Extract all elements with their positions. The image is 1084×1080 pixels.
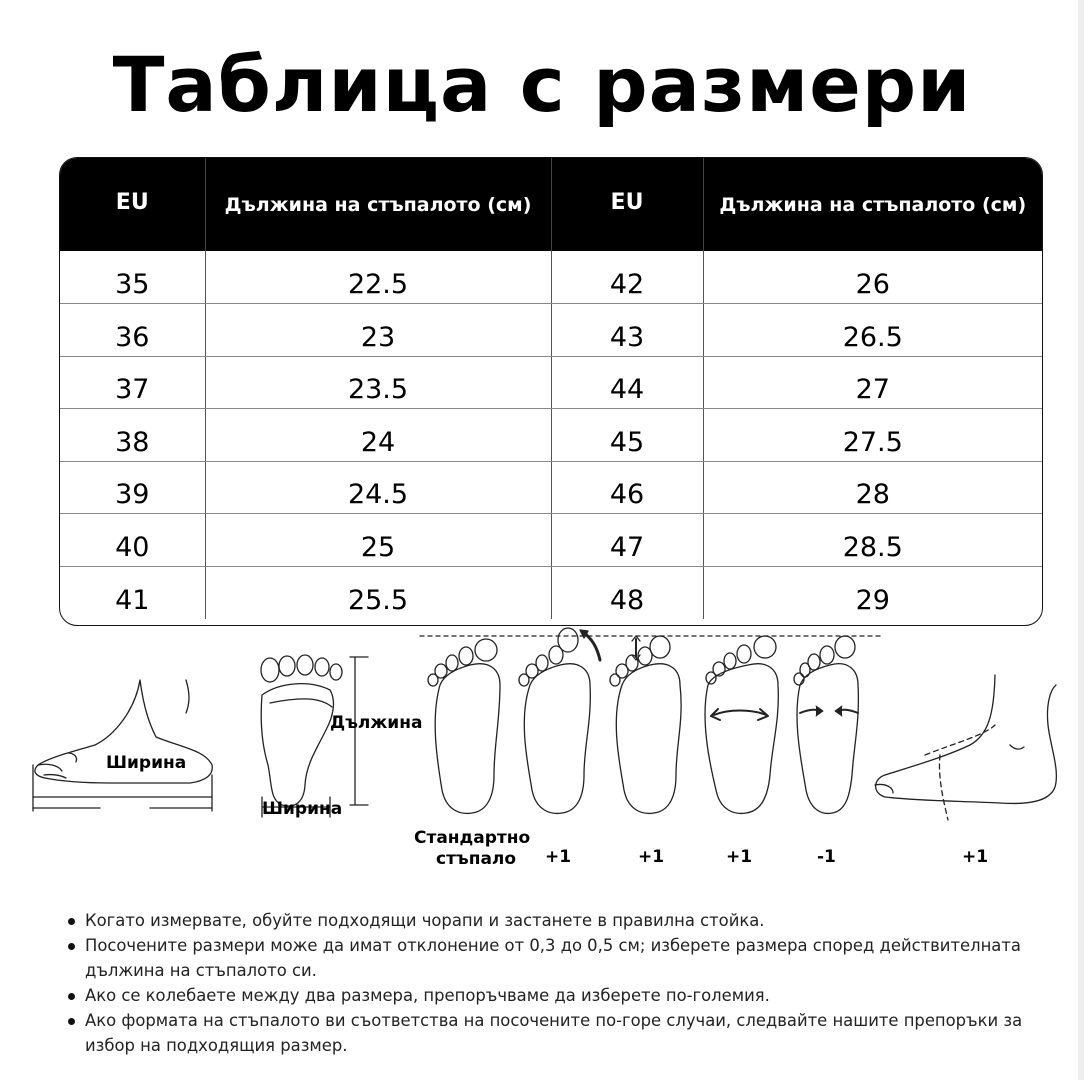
eu-size-cell: 45 <box>551 409 703 462</box>
table-row <box>60 251 1042 304</box>
eu-size-cell: 47 <box>551 514 703 567</box>
side-width-label: Ширина <box>106 753 187 773</box>
foot-length-cell: 24 <box>205 409 551 462</box>
foot-length-cell: 26 <box>703 251 1042 304</box>
table-row <box>60 567 1042 620</box>
foot-length-cell: 23 <box>205 304 551 357</box>
eu-size-cell: 38 <box>60 409 205 462</box>
table-row <box>60 461 1042 514</box>
eu-size-cell: 39 <box>60 461 205 514</box>
header-eu-right: EU <box>551 158 703 251</box>
adjustment-narrow: -1 <box>817 847 836 867</box>
adjustment-wide: +1 <box>726 847 753 867</box>
header-length-left: Дължина на стъпалото (см) <box>205 158 551 251</box>
table-row <box>60 356 1042 409</box>
foot-length-cell: 28.5 <box>703 514 1042 567</box>
adjustment-long-toe: +1 <box>545 847 572 867</box>
sole-width-label: Ширина <box>262 799 343 819</box>
size-table <box>59 157 1043 626</box>
note-item: Ако формата на стъпалото ви съответства на посочените по-горе случаи, следвайте нашите препоръки за избор на подходящия размер. <box>66 1008 1051 1058</box>
wide-foot-icon <box>705 636 778 813</box>
eu-size-cell: 36 <box>60 304 205 357</box>
note-item: Ако се колебаете между два размера, препоръчваме да изберете по-големия. <box>66 983 1051 1008</box>
sole-length-label: Дължина <box>330 713 423 733</box>
foot-length-cell: 25.5 <box>205 567 551 620</box>
header-length-right: Дължина на стъпалото (см) <box>719 193 1027 216</box>
standard-label-line1: Стандартно <box>414 828 531 848</box>
foot-length-cell: 22.5 <box>205 251 551 304</box>
table-row <box>60 409 1042 462</box>
eu-size-cell: 35 <box>60 251 205 304</box>
table-row <box>60 514 1042 567</box>
table-header-row <box>60 158 1042 251</box>
eu-size-cell: 40 <box>60 514 205 567</box>
high-instep-foot-icon <box>610 636 681 813</box>
notes-list <box>66 908 1051 1058</box>
foot-illustrations <box>0 625 1084 895</box>
foot-length-cell: 27.5 <box>703 409 1042 462</box>
eu-size-cell: 43 <box>551 304 703 357</box>
note-item: Посочените размери може да имат отклонение от 0,3 до 0,5 см; изберете размера според действителната дължина на стъпалото си. <box>66 933 1051 983</box>
eu-size-cell: 48 <box>551 567 703 620</box>
foot-length-cell: 28 <box>703 461 1042 514</box>
right-edge-strip <box>1078 0 1084 1080</box>
foot-length-cell: 26.5 <box>703 304 1042 357</box>
sole-outline-icon <box>261 655 368 817</box>
eu-size-cell: 41 <box>60 567 205 620</box>
instep-side-foot-icon <box>875 675 1056 820</box>
adjustment-instep: +1 <box>962 847 989 867</box>
page-title: Таблица с размери <box>112 40 972 129</box>
header-eu-left: EU <box>60 158 205 251</box>
table-row <box>60 304 1042 357</box>
foot-length-cell: 24.5 <box>205 461 551 514</box>
eu-size-cell: 44 <box>551 356 703 409</box>
foot-length-cell: 27 <box>703 356 1042 409</box>
standard-foot-icon <box>428 639 500 813</box>
foot-length-cell: 25 <box>205 514 551 567</box>
side-foot-icon <box>33 680 212 811</box>
narrow-foot-icon <box>794 636 858 813</box>
long-toe-foot-icon <box>519 628 600 813</box>
note-item: Когато измервате, обуйте подходящи чорапи и застанете в правилна стойка. <box>66 908 1051 933</box>
foot-length-cell: 29 <box>855 585 890 617</box>
standard-label-line2: стъпало <box>436 849 517 869</box>
foot-length-cell: 23.5 <box>205 356 551 409</box>
eu-size-cell: 46 <box>551 461 703 514</box>
adjustment-high-instep: +1 <box>638 847 665 867</box>
eu-size-cell: 42 <box>551 251 703 304</box>
eu-size-cell: 37 <box>60 356 205 409</box>
